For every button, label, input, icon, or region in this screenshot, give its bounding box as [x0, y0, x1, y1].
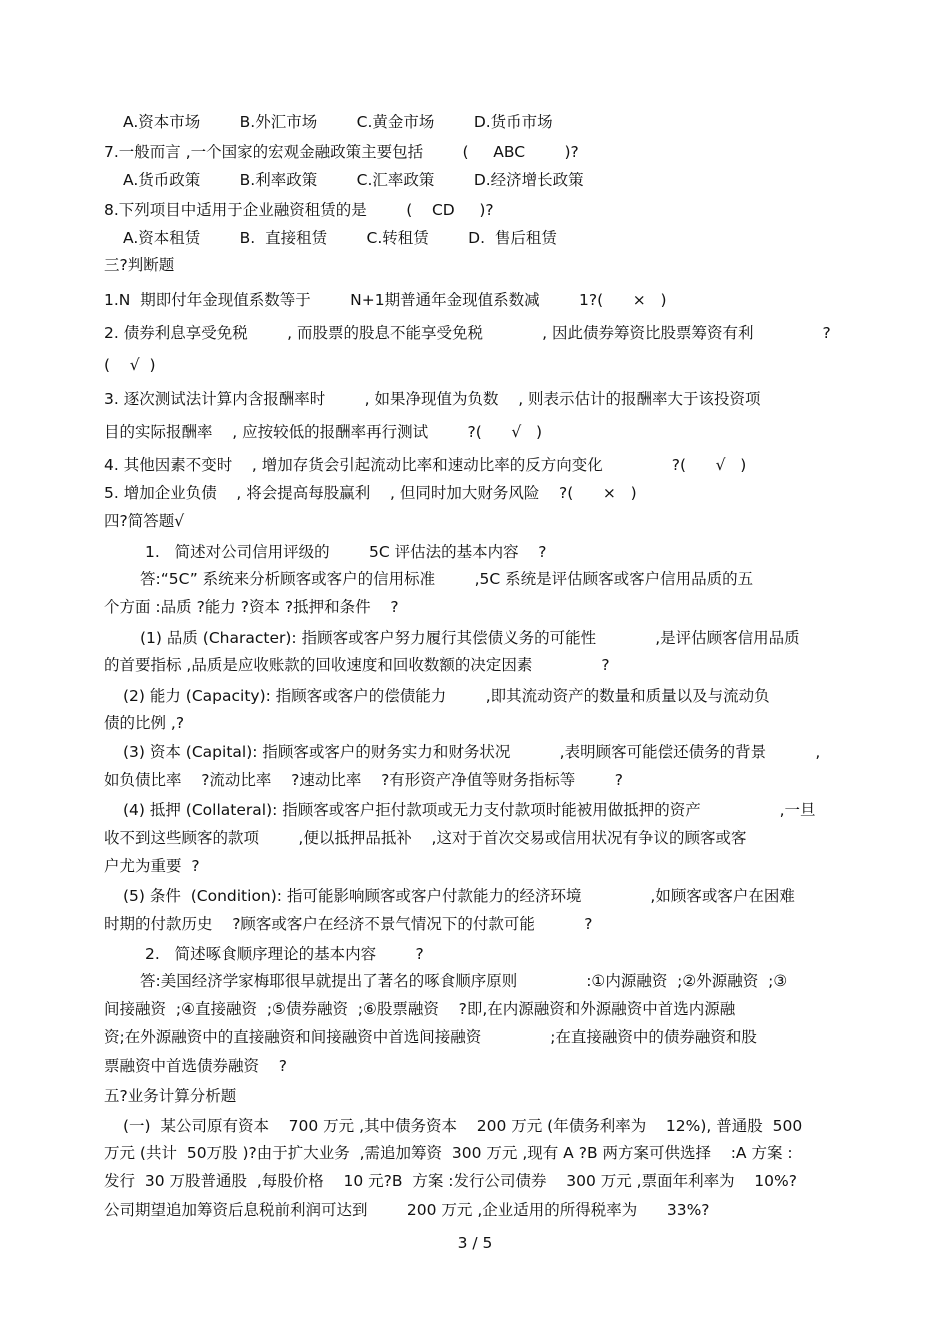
text-line: A.货币政策 B.利率政策 C.汇率政策 D.经济增长政策 — [123, 171, 584, 189]
answer-line: (3) 资本 (Capital): 指顾客或客户的财务实力和财务状况 ,表明顾客可能偿还债务的背景 , — [123, 743, 821, 761]
text-line: 3. 逐次测试法计算内含报酬率时 , 如果净现值为负数 , 则表示估计的报酬率大于该投资项 — [104, 390, 761, 408]
answer-line: 间接融资 ;④直接融资 ;⑤债券融资 ;⑥股票融资 ?即,在内源融资和外源融资中首选内源融 — [104, 1000, 736, 1018]
text-line: 8.下列项目中适用于企业融资租赁的是 ( CD )? — [104, 201, 494, 219]
problem-line: 万元 (共计 50万股 )?由于扩大业务 ,需追加筹资 300 万元 ,现有 A ?B 两方案可供选择 :A 方案 : — [104, 1144, 793, 1162]
text-line: A.资本租赁 B. 直接租赁 C.转租赁 D. 售后租赁 — [123, 229, 557, 247]
page-number: 3 / 5 — [457, 1234, 493, 1252]
answer-line: 答:“5C” 系统来分析顾客或客户的信用标准 ,5C 系统是评估顾客或客户信用品质的五 — [140, 570, 754, 588]
text-line: 2. 债券利息享受免税 , 而股票的股息不能享受免税 , 因此债券筹资比股票筹资有利 ? — [104, 324, 831, 342]
text-line: 4. 其他因素不变时 , 增加存货会引起流动比率和速动比率的反方向变化 ?( √ ) — [104, 456, 747, 474]
answer-line: 资;在外源融资中的直接融资和间接融资中首选间接融资 ;在直接融资中的债券融资和股 — [104, 1028, 757, 1046]
problem-line: 公司期望追加筹资后息税前利润可达到 200 万元 ,企业适用的所得税率为 33%? — [104, 1201, 710, 1219]
question-title: 2. 简述啄食顺序理论的基本内容 ? — [145, 945, 424, 963]
answer-line: 的首要指标 ,品质是应收账款的回收速度和回收数额的决定因素 ? — [104, 656, 610, 674]
text-line: ( √ ) — [104, 356, 156, 374]
section-heading: 三?判断题 — [104, 256, 175, 274]
question-title: 1. 简述对公司信用评级的 5C 评估法的基本内容 ? — [145, 543, 547, 561]
answer-line: (4) 抵押 (Collateral): 指顾客或客户拒付款项或无力支付款项时能被用做抵押的资产 ,一旦 — [123, 801, 816, 819]
section-heading: 四?简答题√ — [104, 512, 185, 530]
text-line: A.资本市场 B.外汇市场 C.黄金市场 D.货币市场 — [123, 113, 553, 131]
problem-line: 发行 30 万股普通股 ,每股价格 10 元?B 方案 :发行公司债券 300 万元 ,票面年利率为 10%? — [104, 1172, 797, 1190]
answer-line: 票融资中首选债券融资 ? — [104, 1057, 287, 1075]
answer-line: (1) 品质 (Character): 指顾客或客户努力履行其偿债义务的可能性 ,是评估顾客信用品质 — [140, 629, 800, 647]
text-line: 目的实际报酬率 , 应按较低的报酬率再行测试 ?( √ ) — [104, 423, 543, 441]
answer-line: (2) 能力 (Capacity): 指顾客或客户的偿债能力 ,即其流动资产的数量和质量以及与流动负 — [123, 687, 770, 705]
text-line: 7.一般而言 ,一个国家的宏观金融政策主要包括 ( ABC )? — [104, 143, 579, 161]
answer-line: 答:美国经济学家梅耶很早就提出了著名的啄食顺序原则 :①内源融资 ;②外源融资 ;③ — [140, 972, 788, 990]
answer-line: 收不到这些顾客的款项 ,便以抵押品抵补 ,这对于首次交易或信用状况有争议的顾客或客 — [104, 829, 747, 847]
text-line: 5. 增加企业负债 , 将会提高每股赢利 , 但同时加大财务风险 ?( × ) — [104, 484, 637, 502]
text-line: 1.N 期即付年金现值系数等于 N+1期普通年金现值系数减 1?( × ) — [104, 291, 667, 309]
problem-line: (一) 某公司原有资本 700 万元 ,其中债务资本 200 万元 (年债务利率为 12%), 普通股 500 — [123, 1117, 803, 1135]
answer-line: 个方面 :品质 ?能力 ?资本 ?抵押和条件 ? — [104, 598, 399, 616]
answer-line: 时期的付款历史 ?顾客或客户在经济不景气情况下的付款可能 ? — [104, 915, 593, 933]
section-heading: 五?业务计算分析题 — [104, 1087, 237, 1105]
answer-line: 债的比例 ,? — [104, 714, 185, 732]
answer-line: 户尤为重要 ? — [104, 857, 200, 875]
answer-line: (5) 条件 (Condition): 指可能影响顾客或客户付款能力的经济环境 ,如顾客或客户在困难 — [123, 887, 795, 905]
answer-line: 如负债比率 ?流动比率 ?速动比率 ?有形资产净值等财务指标等 ? — [104, 771, 623, 789]
